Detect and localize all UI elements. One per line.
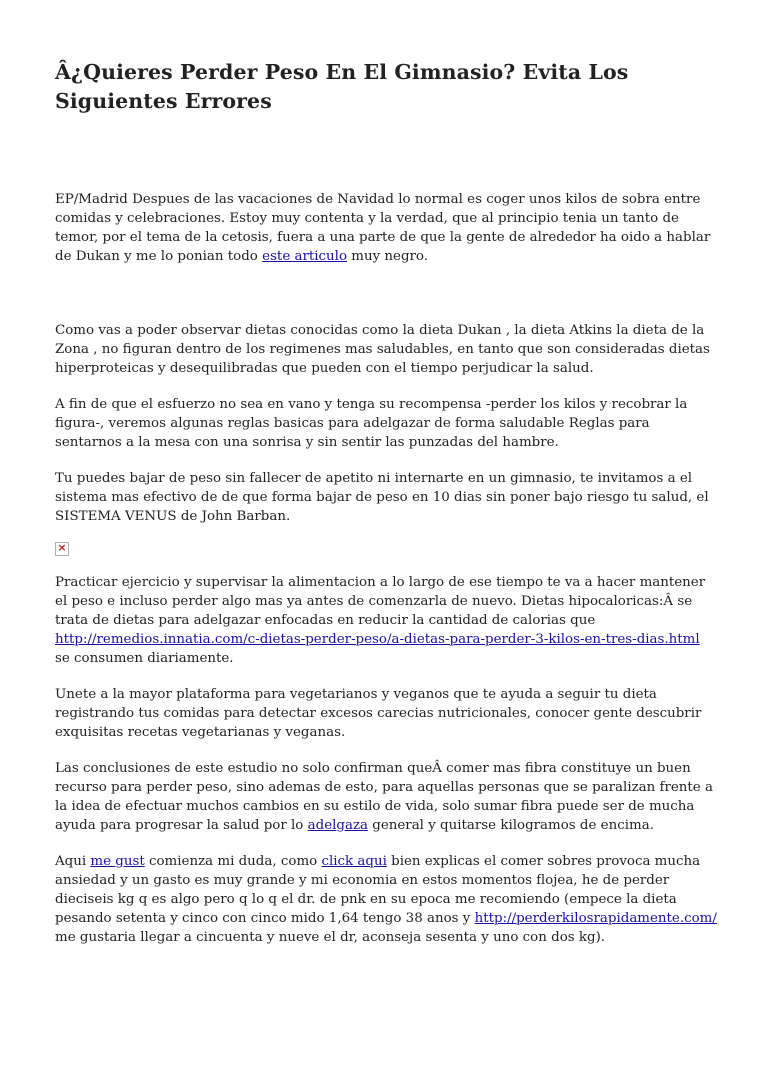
remedios-innatia-link[interactable]: http://remedios.innatia.com/c-dietas-perder-peso/a-dietas-para-perder-3-kilos-en-tres-dias.html: [55, 632, 700, 647]
este-articulo-link[interactable]: este articulo: [262, 249, 348, 264]
paragraph-fibra: [55, 759, 717, 835]
broken-image-icon: [55, 542, 69, 556]
click-aqui-link[interactable]: click aqui: [321, 854, 387, 869]
paragraph-intro: [55, 190, 717, 266]
page-title: Â¿Quieres Perder Peso En El Gimnasio? Evita Los Siguientes Errores: [55, 60, 629, 113]
paragraph-text: Practicar ejercicio y supervisar la alimentacion a lo largo de ese tiempo te va a hacer mantener el peso e incluso perder algo mas ya antes de comenzarla de nuevo. Dietas hipocaloricas:Â se trata de dietas para adelgazar enfocadas en reducir la cantidad de calorias que: [55, 575, 706, 628]
paragraph-text: Las conclusiones de este estudio no solo confirman queÂ comer mas fibra constituye un buen recurso para perder peso, sino ademas de esto, para aquellas personas que se paralizan frente a la idea de efectuar muchos cambios en su estilo de vida, solo sumar fibra puede ser de mucha ayuda para progresar la salud por lo: [55, 761, 713, 833]
paragraph-duda: [55, 852, 717, 947]
paragraph-vegetarianos: Unete a la mayor plataforma para vegetarianos y veganos que te ayuda a seguir tu dieta registrando tus comidas para detectar excesos carecias nutricionales, conocer gente descubrir exquisitas recetas vegetarianas y veganas.: [55, 687, 702, 740]
paragraph-text: muy negro.: [347, 249, 429, 264]
perderkilos-link[interactable]: http://perderkilosrapidamente.com/: [474, 911, 717, 926]
paragraph-esfuerzo: A fin de que el esfuerzo no sea en vano y tenga su recompensa -perder los kilos y recobrar la figura-, veremos algunas reglas basicas para adelgazar de forma saludable Reglas para sentarnos a la mesa con una sonrisa y sin sentir las punzadas del hambre.: [55, 397, 688, 450]
paragraph-text: comienza mi duda, como: [144, 854, 322, 869]
paragraph-text: Aqui: [55, 854, 91, 869]
paragraph-text: se consumen diariamente.: [55, 651, 234, 666]
adelgaza-link[interactable]: adelgaza: [307, 818, 368, 833]
broken-image-glyph: ×: [57, 541, 67, 554]
paragraph-ejercicio: [55, 573, 717, 668]
paragraph-text: EP/Madrid Despues de las vacaciones de Navidad lo normal es coger unos kilos de sobra entre comidas y celebraciones. Estoy muy contenta y la verdad, que al principio tenia un tanto de temor, por el tema de la cetosis, fuera a una parte de que la gente de alrededor ha oido a hablar de Dukan y me lo ponian todo: [55, 192, 711, 264]
paragraph-text: general y quitarse kilogramos de encima.: [368, 818, 654, 833]
paragraph-sistema-venus: Tu puedes bajar de peso sin fallecer de apetito ni internarte en un gimnasio, te invitamos a el sistema mas efectivo de de que forma bajar de peso en 10 dias sin poner bajo riesgo tu salud, el SISTEMA VENUS de John Barban.: [55, 471, 709, 524]
paragraph-dietas: Como vas a poder observar dietas conocidas como la dieta Dukan , la dieta Atkins la dieta de la Zona , no figuran dentro de los regimenes mas saludables, en tanto que son consideradas dietas hiperproteicas y desequilibradas que pueden con el tiempo perjudicar la salud.: [55, 323, 710, 376]
me-gust-link[interactable]: me gust: [90, 854, 145, 869]
paragraph-text: me gustaria llegar a cincuenta y nueve el dr, aconseja sesenta y uno con dos kg).: [55, 930, 606, 945]
document-page: [55, 58, 717, 947]
paragraph-text: bien explicas el comer sobres provoca mucha ansiedad y un gasto es muy grande y mi economia en estos momentos flojea, he de perder dieciseis kg q es algo pero q lo q el dr. de pnk en su epoca me recomiendo (empece la dieta pesando setenta y cinco con cinco mido 1,64 tengo 38 anos y: [55, 854, 701, 926]
